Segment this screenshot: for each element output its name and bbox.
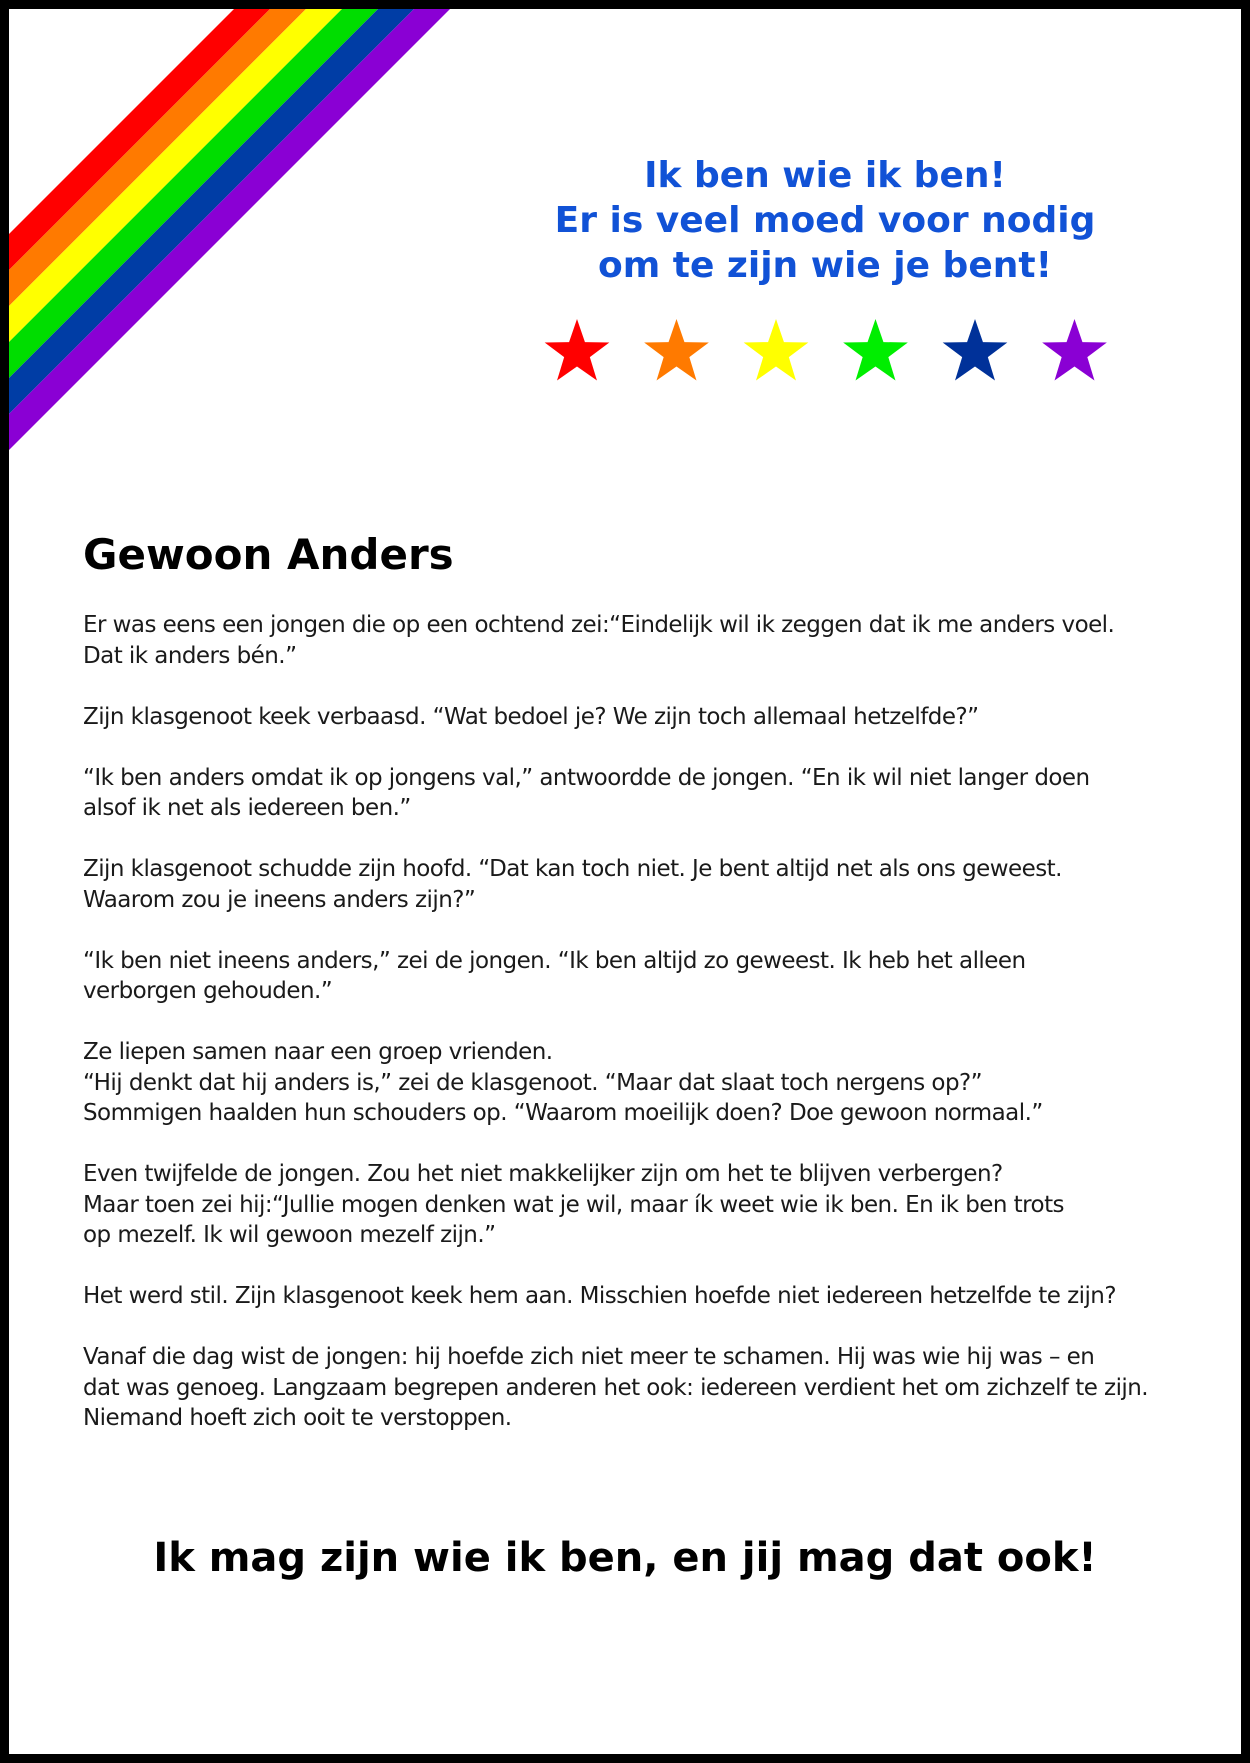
story-paragraph: [83, 763, 1203, 824]
rainbow-star-row: [531, 315, 1121, 387]
story-line: Sommigen haalden hun schouders op. “Waarom moeilijk doen? Doe gewoon normaal.”: [83, 1100, 1043, 1126]
story-line: dat was genoeg. Langzaam begrepen anderen het ook: iedereen verdient het om zichzelf te zijn.: [83, 1374, 1149, 1401]
story-line: alsof ik net als iedereen ben.”: [83, 795, 411, 821]
story-line: Niemand hoeft zich ooit te verstoppen.: [83, 1405, 512, 1431]
story-line: Vanaf die dag wist de jongen: hij hoefde zich niet meer te schamen. Hij was wie hij was – en: [83, 1344, 1095, 1370]
story-line: “Ik ben anders omdat ik op jongens val,” antwoordde de jongen. “En ik wil niet langer doen: [83, 764, 1090, 791]
header-quote: [529, 153, 1121, 288]
story-line: “Hij denkt dat hij anders is,” zei de klasgenoot. “Maar dat slaat toch nergens op?”: [83, 1069, 983, 1096]
story-line: Het werd stil. Zijn klasgenoot keek hem aan. Misschien hoefde niet iedereen hetzelfde te zijn?: [83, 1283, 1116, 1309]
story-line: Er was eens een jongen die op een ochtend zei:“Eindelijk wil ik zeggen dat ik me anders voel.: [83, 612, 1115, 638]
five-point-star-icon: [744, 319, 809, 381]
story-paragraph: [83, 854, 1203, 915]
header-quote-line: Ik ben wie ik ben!: [644, 155, 1006, 196]
closing-slogan: Ik mag zijn wie ik ben, en jij mag dat ook!: [153, 1535, 1097, 1581]
five-point-star-icon: [943, 319, 1008, 381]
five-point-star-icon: [545, 319, 610, 381]
story-paragraph: [83, 1159, 1203, 1251]
diagonal-rainbow-stripes-icon: [9, 9, 459, 459]
story-title: Gewoon Anders: [83, 530, 454, 579]
header-quote-line: om te zijn wie je bent!: [597, 245, 1052, 286]
story-line: Dat ik anders bén.”: [83, 642, 297, 669]
story-line: op mezelf. Ik wil gewoon mezelf zijn.”: [83, 1222, 496, 1248]
story-line: Zijn klasgenoot schudde zijn hoofd. “Dat kan toch niet. Je bent altijd net als ons geweest.: [83, 856, 1062, 882]
story-paragraph: [83, 1281, 1203, 1312]
five-point-star-icon: [644, 319, 709, 381]
story-paragraph: [83, 946, 1203, 1007]
story-paragraph: [83, 1037, 1203, 1129]
story-line: verborgen gehouden.”: [83, 978, 333, 1004]
header-quote-line: Er is veel moed voor nodig: [554, 200, 1096, 241]
story-line: Waarom zou je ineens anders zijn?”: [83, 886, 476, 913]
story-paragraph: [83, 702, 1203, 733]
story-line: Even twijfelde de jongen. Zou het niet makkelijker zijn om het te blijven verbergen?: [83, 1161, 1003, 1187]
story-line: Maar toen zei hij:“Jullie mogen denken wat je wil, maar ík weet wie ik ben. En ik ben trots: [83, 1191, 1064, 1218]
story-line: Zijn klasgenoot keek verbaasd. “Wat bedoel je? We zijn toch allemaal hetzelfde?”: [83, 703, 979, 730]
story-paragraph: [83, 610, 1203, 671]
five-point-star-icon: [843, 319, 908, 381]
story-line: “Ik ben niet ineens anders,” zei de jongen. “Ik ben altijd zo geweest. Ik heb het alleen: [83, 947, 1026, 974]
story-paragraph: [83, 1342, 1203, 1434]
story-body: [83, 610, 1203, 1464]
five-point-star-icon: [1042, 319, 1107, 381]
story-line: Ze liepen samen naar een groep vrienden.: [83, 1039, 553, 1065]
